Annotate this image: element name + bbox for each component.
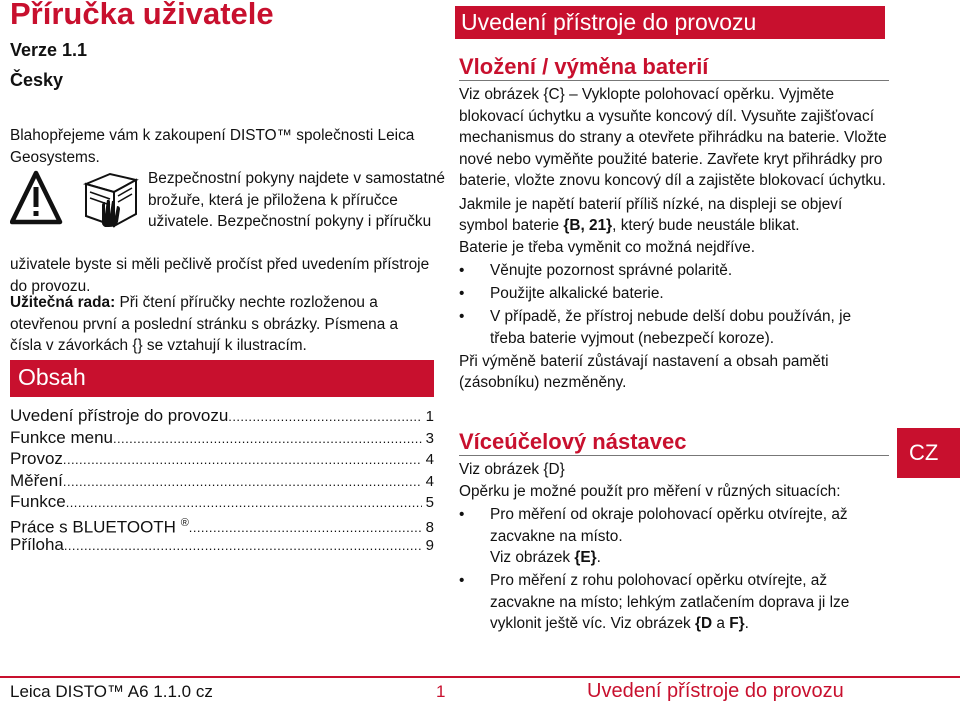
- multi-purpose-section: [459, 429, 889, 636]
- list-item: [459, 570, 889, 635]
- section-title-bar: [455, 6, 885, 39]
- heading-rule: [459, 455, 889, 456]
- tip-text: Při čtení příručky nechte rozloženou a otevřenou první a poslední stránku s obrázky. Písmena a čísla v závorkách {} se vztahují k ilustracím.: [10, 294, 399, 354]
- multi-purpose-intro: Opěrku je možné použít pro měření v různých situacích:: [459, 482, 841, 500]
- language-label: Česky: [10, 70, 64, 90]
- toc-item-page: 5: [425, 494, 434, 511]
- toc-leader: [66, 492, 422, 513]
- section-title: Uvedení přístroje do provozu: [461, 9, 757, 35]
- batteries-section: [459, 54, 889, 394]
- list-item-text: Pro měření z rohu polohovací opěrku otvírejte, až zacvakne na místo; lehkým zatlačením doprava ji lze vyklonit ještě víc. Viz obrázek: [490, 572, 850, 632]
- toc-heading: Obsah: [18, 364, 86, 390]
- tip-label: Užitečná rada:: [10, 294, 116, 311]
- figure-ref: {D: [695, 615, 713, 632]
- toc-item[interactable]: [10, 427, 434, 449]
- footer-section-title: Uvedení přístroje do provozu: [587, 680, 844, 702]
- congratulations-text: Blahopřejeme vám k zakoupení DISTO™ společnosti Leica Geosystems.: [10, 127, 415, 166]
- list-item-text: Viz obrázek: [490, 549, 575, 566]
- figure-reference-text: Viz obrázek {D}: [459, 461, 565, 478]
- language-tab-label: CZ: [909, 440, 939, 465]
- toc-item-title: Funkce menu: [10, 427, 113, 447]
- list-item-text: .: [744, 615, 749, 632]
- toc-item[interactable]: [10, 513, 434, 535]
- toc-item-title: Příloha: [10, 535, 64, 554]
- safety-notice-continued: uživatele byste si měli pečlivě pročíst před uvedením přístroje do provozu.: [10, 256, 430, 295]
- toc-item-page: 4: [425, 472, 434, 490]
- registered-mark: ®: [180, 516, 189, 529]
- battery-low-text: [459, 194, 889, 237]
- tip-paragraph: [10, 292, 432, 357]
- toc-leader: [63, 449, 422, 470]
- toc-item[interactable]: [10, 534, 434, 556]
- footer-rule: [0, 676, 960, 678]
- list-item-text: a: [712, 615, 730, 632]
- toc-item-page: 3: [425, 429, 434, 447]
- list-item: • V případě, že přístroj nebude delší dobu používán, je třeba baterie vyjmout (nebezpečí koroze).: [459, 306, 889, 349]
- toc-item[interactable]: [10, 405, 434, 427]
- battery-low-text-a: Jakmile je napětí baterií příliš nízké, na displeji se objeví symbol baterie: [459, 195, 843, 234]
- heading-rule: [459, 80, 889, 81]
- toc-leader: [64, 535, 422, 556]
- toc-item-title: Uvedení přístroje do provozu: [10, 406, 229, 425]
- battery-tips-list: [459, 260, 889, 349]
- document-title: Příručka uživatele: [10, 0, 274, 31]
- footer-page-number: 1: [436, 682, 446, 701]
- battery-memory-text: Při výměně baterií zůstávají nastavení a obsah paměti (zásobníku) nezměněny.: [459, 352, 829, 391]
- toc-item-page: 4: [425, 451, 434, 468]
- toc-leader: [63, 471, 422, 492]
- list-item: • Věnujte pozornost správné polaritě.: [459, 260, 889, 282]
- batteries-instructions: Viz obrázek {C} – Vyklopte polohovací opěrku. Vyjměte blokovací úchytku a vysuňte koncový díl. Vysuňte zajišťovací mechanismus do strany a otevřete přihrádku na baterie. Vložte nové nebo vyměňte použité baterie. Zavřete kryt přihrádky pro baterie, vložte znovu koncový díl a zajistěte blokovací úchytku.: [459, 86, 887, 189]
- figure-ref: {E}: [574, 549, 597, 566]
- version-label: Verze 1.1: [10, 40, 88, 60]
- safety-icons: [10, 170, 142, 228]
- battery-symbol-ref: {B, 21}: [563, 217, 613, 234]
- warning-triangle-icon: [12, 173, 60, 222]
- multi-purpose-list: [459, 504, 889, 635]
- toc-item[interactable]: [10, 491, 434, 513]
- language-tab: [897, 428, 960, 478]
- toc-item-page: 1: [425, 408, 434, 425]
- toc-leader: [228, 406, 421, 427]
- toc-item-title: Funkce: [10, 492, 66, 511]
- list-item-text: .: [596, 549, 601, 566]
- toc-item-title-text: Práce s BLUETOOTH: [10, 517, 176, 537]
- toc-heading-bar: [10, 360, 434, 397]
- toc-item-page: 8: [425, 519, 434, 537]
- battery-replace-text: Baterie je třeba vyměnit co možná nejdříve.: [459, 238, 755, 256]
- multi-purpose-heading: Víceúčelový nástavec: [459, 429, 687, 454]
- open-manual-icon: [86, 174, 136, 227]
- toc-item-title: Provoz: [10, 449, 63, 468]
- list-item: • Použijte alkalické baterie.: [459, 283, 889, 305]
- figure-ref: F}: [729, 615, 745, 632]
- battery-low-text-c: , který bude neustále blikat.: [612, 217, 800, 234]
- safety-notice-text: Bezpečnostní pokyny najdete v samostatné brožuře, která je přiložena k příručce uživatele. Bezpečnostní pokyny i příručku: [148, 170, 445, 230]
- list-item-text: Pro měření od okraje polohovací opěrku otvírejte, až zacvakne na místo.: [490, 506, 848, 545]
- batteries-heading: Vložení / výměna baterií: [459, 54, 709, 79]
- toc-item-title: Měření: [10, 470, 63, 490]
- safety-icons-graphic: [10, 170, 142, 228]
- footer-product: Leica DISTO™ A6 1.1.0 cz: [10, 682, 213, 701]
- toc-item[interactable]: [10, 448, 434, 470]
- toc-item[interactable]: [10, 470, 434, 492]
- table-of-contents: [10, 405, 434, 556]
- list-item: [459, 504, 889, 569]
- toc-item-page: 9: [425, 537, 434, 554]
- toc-leader: [113, 428, 422, 449]
